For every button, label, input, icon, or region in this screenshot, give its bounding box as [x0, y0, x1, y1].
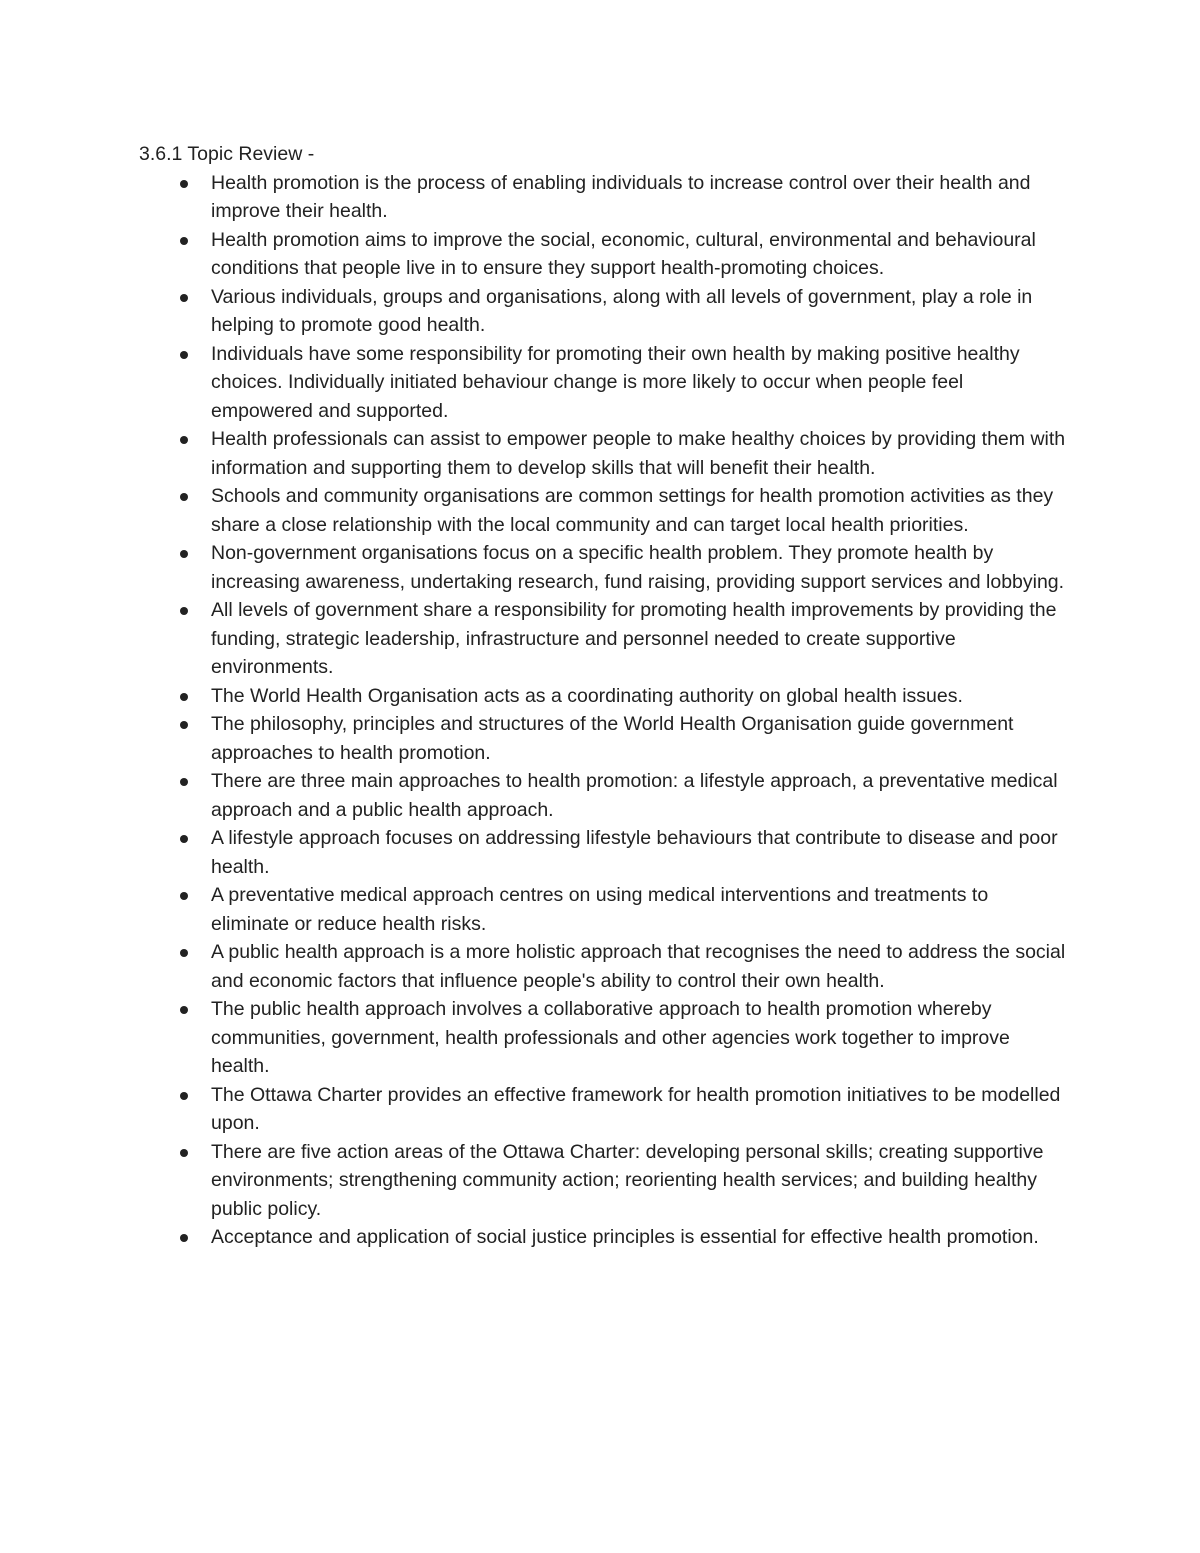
list-item [139, 169, 1069, 226]
list-item-text: A preventative medical approach centres on using medical interventions and treatments to eliminate or reduce health risks. [211, 884, 989, 935]
bullet-icon [180, 550, 188, 558]
list-item-text: A lifestyle approach focuses on addressing lifestyle behaviours that contribute to disease and poor health. [211, 827, 1058, 878]
bullet-icon [180, 892, 188, 900]
list-item [139, 482, 1069, 539]
list-item-text: Acceptance and application of social justice principles is essential for effective health promotion. [211, 1226, 1039, 1248]
list-item-text: There are three main approaches to health promotion: a lifestyle approach, a preventative medical approach and a public health approach. [211, 770, 1058, 821]
list-item-text: Health promotion aims to improve the social, economic, cultural, environmental and behavioural conditions that people live in to ensure they support health-promoting choices. [211, 228, 1036, 279]
list-item-text: There are five action areas of the Ottawa Charter: developing personal skills; creating supportive environments; strengthening community action; reorienting health services; and building healthy public policy. [211, 1140, 1044, 1220]
bullet-icon [180, 607, 188, 615]
list-item-text: The public health approach involves a collaborative approach to health promotion whereby communities, government, health professionals and other agencies work together to improve health. [211, 998, 1010, 1077]
bullet-icon [180, 294, 188, 302]
list-item-text: The Ottawa Charter provides an effective framework for health promotion initiatives to be modelled upon. [211, 1083, 1061, 1134]
document-body [139, 140, 1069, 1252]
bullet-icon [180, 1092, 188, 1100]
bullet-icon [180, 237, 188, 245]
list-item [139, 283, 1069, 340]
list-item [139, 938, 1069, 995]
list-item [139, 1223, 1069, 1252]
bullet-list [139, 169, 1069, 1252]
list-item [139, 824, 1069, 881]
list-item-text: The World Health Organisation acts as a coordinating authority on global health issues. [211, 684, 963, 707]
list-item [139, 881, 1069, 938]
bullet-icon [180, 180, 188, 188]
list-item [139, 995, 1069, 1081]
list-item-text: Non-government organisations focus on a specific health problem. They promote health by increasing awareness, undertaking research, fund raising, providing support services and lobbying. [211, 542, 1065, 593]
list-item [139, 1081, 1069, 1138]
bullet-icon [180, 1234, 188, 1242]
list-item [139, 425, 1069, 482]
list-item [139, 226, 1069, 283]
list-item [139, 596, 1069, 682]
bullet-icon [180, 693, 188, 701]
list-item [139, 340, 1069, 426]
list-item-text: Individuals have some responsibility for promoting their own health by making positive healthy choices. Individually initiated behaviour change is more likely to occur when people feel empowered and supported. [211, 342, 1020, 422]
bullet-icon [180, 493, 188, 501]
bullet-icon [180, 1006, 188, 1014]
list-item-text: A public health approach is a more holistic approach that recognises the need to address the social and economic factors that influence people's ability to control their own health. [211, 941, 1066, 992]
bullet-icon [180, 1149, 188, 1157]
list-item-text: Health promotion is the process of enabling individuals to increase control over their health and improve their health. [211, 171, 1031, 222]
list-item-text: The philosophy, principles and structures of the World Health Organisation guide government approaches to health promotion. [211, 713, 1014, 764]
bullet-icon [180, 778, 188, 786]
bullet-icon [180, 436, 188, 444]
list-item [139, 539, 1069, 596]
section-heading: 3.6.1 Topic Review - [139, 143, 315, 165]
list-item-text: Various individuals, groups and organisations, along with all levels of government, play a role in helping to promote good health. [211, 285, 1033, 336]
list-item-text: Health professionals can assist to empower people to make healthy choices by providing them with information and supporting them to develop skills that will benefit their health. [211, 428, 1066, 479]
list-item [139, 682, 1069, 711]
list-item [139, 710, 1069, 767]
bullet-icon [180, 721, 188, 729]
list-item [139, 767, 1069, 824]
list-item-text: All levels of government share a responsibility for promoting health improvements by providing the funding, strategic leadership, infrastructure and personnel needed to create supportive environments. [211, 599, 1057, 678]
bullet-icon [180, 835, 188, 843]
bullet-icon [180, 351, 188, 359]
list-item-text: Schools and community organisations are common settings for health promotion activities as they share a close relationship with the local community and can target local health priorities. [211, 485, 1054, 536]
bullet-icon [180, 949, 188, 957]
list-item [139, 1138, 1069, 1224]
